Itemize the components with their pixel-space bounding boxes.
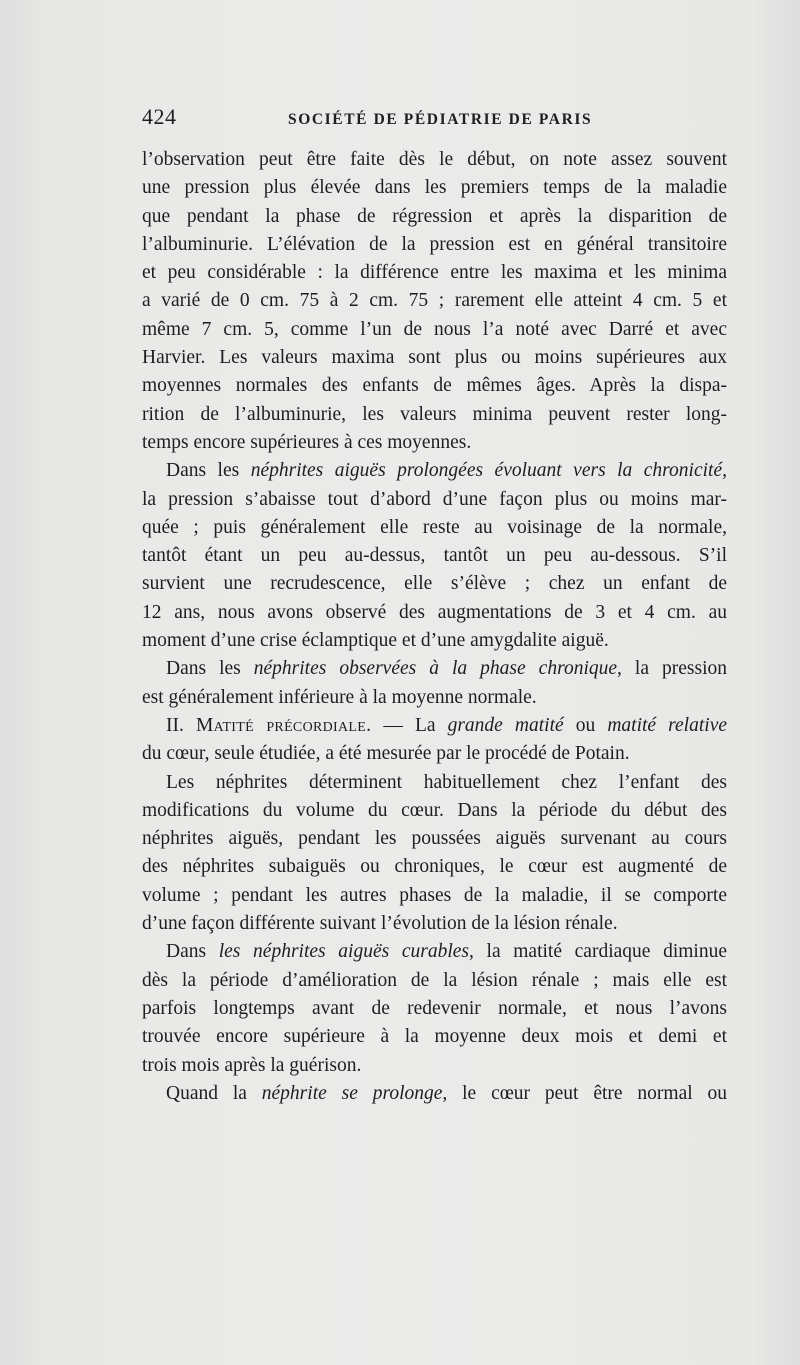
text-line: la pression s’abaisse tout d’abord d’une façon plus ou moins mar- (142, 488, 727, 510)
text-line: dès la période d’amélioration de la lésion rénale ; mais elle est (142, 969, 727, 991)
italic-phrase: grande matité (447, 714, 564, 736)
page-header (142, 104, 727, 134)
body-text (142, 146, 727, 1108)
text-line: quée ; puis généralement elle reste au voisinage de la normale, (142, 516, 727, 538)
paragraph-6 (142, 938, 727, 1079)
italic-phrase: les néphrites aiguës curables, (218, 941, 474, 963)
paragraph-3 (142, 655, 727, 712)
text-run: le cœur peut être normal ou (447, 1082, 727, 1104)
text-line: moyennes normales des enfants de mêmes âges. Après la dispa- (142, 375, 727, 397)
running-head: SOCIÉTÉ DE PÉDIATRIE DE PARIS (288, 111, 593, 128)
text-run: la pression (621, 658, 727, 680)
text-line (142, 712, 727, 740)
text-line: Les néphrites déterminent habituellement chez l’enfant des (166, 771, 727, 793)
paragraph-1 (142, 146, 727, 457)
text-line: rition de l’albuminurie, les valeurs minima peuvent rester long- (142, 403, 727, 425)
text-line: néphrites aiguës, pendant les poussées aiguës survenant au cours (142, 828, 727, 850)
italic-phrase: néphrites aiguës prolongées évoluant vers la chronicité, (250, 460, 727, 482)
italic-phrase: néphrites observées à la phase chronique, (253, 658, 622, 680)
text-line: et peu considérable : la différence entre les maxima et les minima (142, 262, 727, 284)
text-line: modifications du volume du cœur. Dans la période du début des (142, 799, 727, 821)
italic-phrase: matité relative (607, 714, 727, 736)
text-line: trois mois après la guérison. (142, 1054, 362, 1076)
text-line: Harvier. Les valeurs maxima sont plus ou moins supérieures aux (142, 347, 727, 369)
text-run: la matité cardiaque diminue (473, 941, 727, 963)
text-line: trouvée encore supérieure à la moyenne deux mois et demi et (142, 1026, 727, 1048)
text-run: Quand la (166, 1082, 262, 1104)
paragraph-4 (142, 712, 727, 769)
paragraph-5 (142, 769, 727, 939)
italic-phrase: néphrite se prolonge, (261, 1082, 448, 1104)
section-number: II. (166, 714, 196, 736)
text-line: 12 ans, nous avons observé des augmentations de 3 et 4 cm. au (142, 601, 727, 623)
text-line: tantôt étant un peu au-dessus, tantôt un peu au-dessous. S’il (142, 545, 727, 567)
text-line: que pendant la phase de régression et après la disparition de (142, 205, 727, 227)
section-heading: Matité précordiale. (195, 714, 372, 736)
text-line: du cœur, seule étudiée, a été mesurée par le procédé de Potain. (142, 743, 630, 765)
paragraph-7 (142, 1080, 727, 1108)
text-line: volume ; pendant les autres phases de la maladie, il se comporte (142, 884, 727, 906)
text-line (142, 1080, 727, 1108)
paragraph-2 (142, 457, 727, 655)
text-line: une pression plus élevée dans les premiers temps de la maladie (142, 177, 727, 199)
text-line: a varié de 0 cm. 75 à 2 cm. 75 ; rarement elle atteint 4 cm. 5 et (142, 290, 727, 312)
text-line: même 7 cm. 5, comme l’un de nous l’a noté avec Darré et avec (142, 318, 727, 340)
text-line (142, 655, 727, 683)
text-line: l’observation peut être faite dès le début, on note assez souvent (142, 149, 727, 170)
text-run: — La (371, 714, 448, 736)
text-run: Dans les (166, 460, 251, 482)
text-run: Dans (166, 941, 219, 963)
text-line: parfois longtemps avant de redevenir normale, et nous l’avons (142, 997, 727, 1019)
text-line: temps encore supérieures à ces moyennes. (142, 431, 472, 453)
text-line: des néphrites subaiguës ou chroniques, le cœur est augmenté de (142, 856, 727, 878)
text-run: ou (563, 714, 608, 736)
text-line (142, 938, 727, 966)
page-number: 424 (142, 104, 177, 129)
text-run: Dans les (166, 658, 254, 680)
text-line: survient une recrudescence, elle s’élève ; chez un enfant de (142, 573, 727, 595)
text-line: d’une façon différente suivant l’évolution de la lésion rénale. (142, 913, 618, 935)
text-line: moment d’une crise éclamptique et d’une amygdalite aiguë. (142, 630, 609, 652)
text-line: est généralement inférieure à la moyenne normale. (142, 686, 537, 708)
text-line: l’albuminurie. L’élévation de la pression est en général transitoire (142, 233, 727, 255)
text-line (142, 457, 727, 485)
